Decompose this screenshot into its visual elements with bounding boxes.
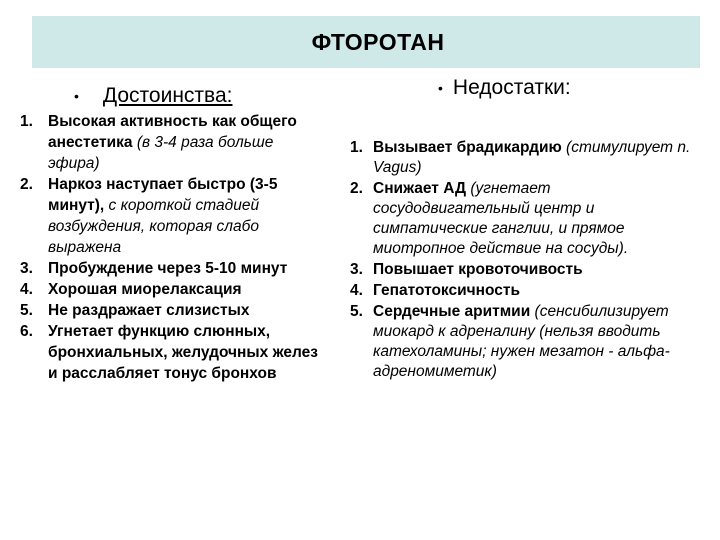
item-text: Не раздражает слизистых <box>48 302 250 319</box>
list-item <box>20 300 320 321</box>
item-note: (сенсибилизирует миокард к адреналину (нельзя вводить катехоламины; нужен мезатон - альфа-адреномиметик) <box>373 303 670 380</box>
item-number: 1. <box>350 139 363 156</box>
list-item <box>350 260 700 280</box>
item-number: 3. <box>350 261 363 278</box>
advantages-list <box>20 111 320 384</box>
title-band <box>32 16 700 68</box>
item-note: (в 3-4 раза больше эфира) <box>48 134 274 172</box>
list-item <box>20 111 320 174</box>
item-number: 2. <box>350 180 363 197</box>
item-number: 6. <box>20 323 33 340</box>
list-item <box>20 321 320 384</box>
item-number: 1. <box>20 113 33 130</box>
item-note: (угнетает сосудодвигательный центр и симпатические ганглии, и прямое миотропное действие на сосуды). <box>373 180 629 257</box>
item-number: 4. <box>350 282 363 299</box>
list-item <box>20 279 320 300</box>
list-item <box>20 174 320 258</box>
list-item <box>20 258 320 279</box>
item-text: Хорошая миорелаксация <box>48 281 242 298</box>
disadvantages-label: Недостатки: <box>452 76 571 99</box>
item-text: Пробуждение через 5-10 минут <box>48 260 288 277</box>
item-note: (стимулирует n. Vagus) <box>373 139 691 176</box>
item-text: Высокая активность как общего анестетика <box>48 113 297 151</box>
item-number: 3. <box>20 260 33 277</box>
bullet-icon: • <box>438 80 443 97</box>
item-text: Наркоз наступает быстро (3-5 минут), <box>48 176 278 214</box>
advantages-heading <box>74 84 233 108</box>
item-note: с короткой стадией возбуждения, которая слабо выражена <box>48 197 260 256</box>
disadvantages-heading <box>438 76 571 100</box>
list-item <box>350 302 700 382</box>
item-number: 2. <box>20 176 33 193</box>
item-number: 5. <box>350 303 363 320</box>
item-number: 4. <box>20 281 33 298</box>
disadvantages-list <box>350 138 700 383</box>
list-item <box>350 281 700 301</box>
list-item <box>350 138 700 178</box>
item-text: Вызывает брадикардию <box>373 139 562 156</box>
bullet-icon: • <box>74 88 79 105</box>
list-item <box>350 179 700 259</box>
item-text: Гепатотоксичность <box>373 282 520 299</box>
item-number: 5. <box>20 302 33 319</box>
item-text: Повышает кровоточивость <box>373 261 583 278</box>
item-text: Угнетает функцию слюнных, бронхиальных, желудочных желез и расслабляет тонус бронхов <box>48 323 318 382</box>
item-text: Сердечные аритмии <box>373 303 531 320</box>
advantages-label: Достоинства: <box>102 84 233 107</box>
item-text: Снижает АД <box>373 180 467 197</box>
slide-title: ФТОРОТАН <box>311 28 445 55</box>
